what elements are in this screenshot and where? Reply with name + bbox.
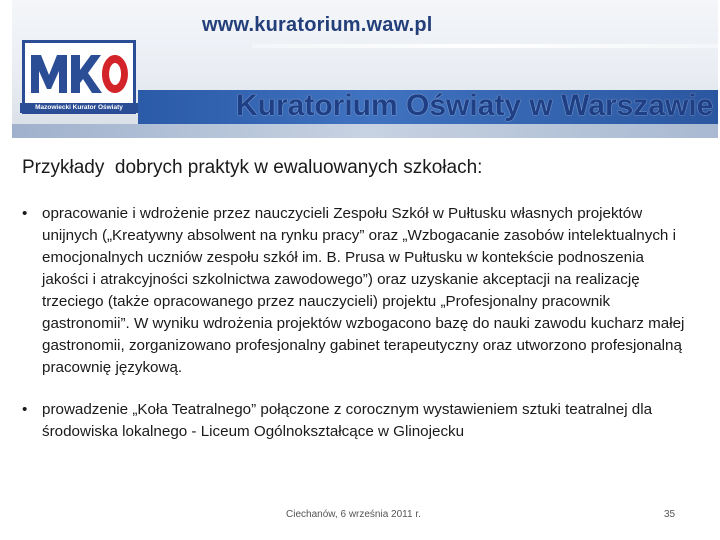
- bullet-list: [22, 203, 692, 443]
- list-item: [22, 399, 692, 443]
- site-url: www.kuratorium.waw.pl: [202, 14, 433, 36]
- footer-date: Ciechanów, 6 września 2011 r.: [286, 509, 421, 520]
- bullet-icon: •: [22, 401, 28, 418]
- bullet-icon: •: [22, 205, 28, 222]
- banner-highlight: [252, 44, 718, 48]
- bullet-text: opracowanie i wdrożenie przez nauczycieli Zespołu Szkół w Pułtusku własnych projektów unijnych („Kreatywny absolwent na rynku pracy” oraz „Wzbogacanie zasobów intelektualnych i emocjonalnych uczniów zespołu szkół im. B. Prusa w Pułtusku w kontekście podnoszenia jakości i atrakcyjności szkolnictwa zawodowego”) oraz uzyskanie akceptacji na realizację trzeciego (także opracowanego przez nauczycieli) projektu „Profesjonalny pracownik gastronomii”. W wyniku wdrożenia projektów wzbogacono bazę do nauki zawodu kucharz małej gastronomii, zorganizowano profesjonalny gabinet terapeutyczny oraz utworzono profesjonalną pracownię językową.: [42, 205, 685, 376]
- mko-logo-mark: [25, 43, 133, 103]
- banner-title: Kuratorium Oświaty w Warszawie: [236, 89, 714, 122]
- slide-heading: Przykłady dobrych praktyk w ewaluowanych szkołach:: [22, 157, 483, 178]
- list-item: [22, 203, 692, 379]
- banner-bottom-stripe: [12, 124, 718, 138]
- bullet-text: prowadzenie „Koła Teatralnego” połączone z corocznym wystawieniem sztuki teatralnej dla środowiska lokalnego - Liceum Ogólnokształcące w Glinojecku: [42, 401, 653, 440]
- header-banner: [12, 0, 718, 138]
- logo-caption: Mazowiecki Kurator Oświaty: [20, 103, 138, 113]
- page-number: 35: [664, 509, 676, 520]
